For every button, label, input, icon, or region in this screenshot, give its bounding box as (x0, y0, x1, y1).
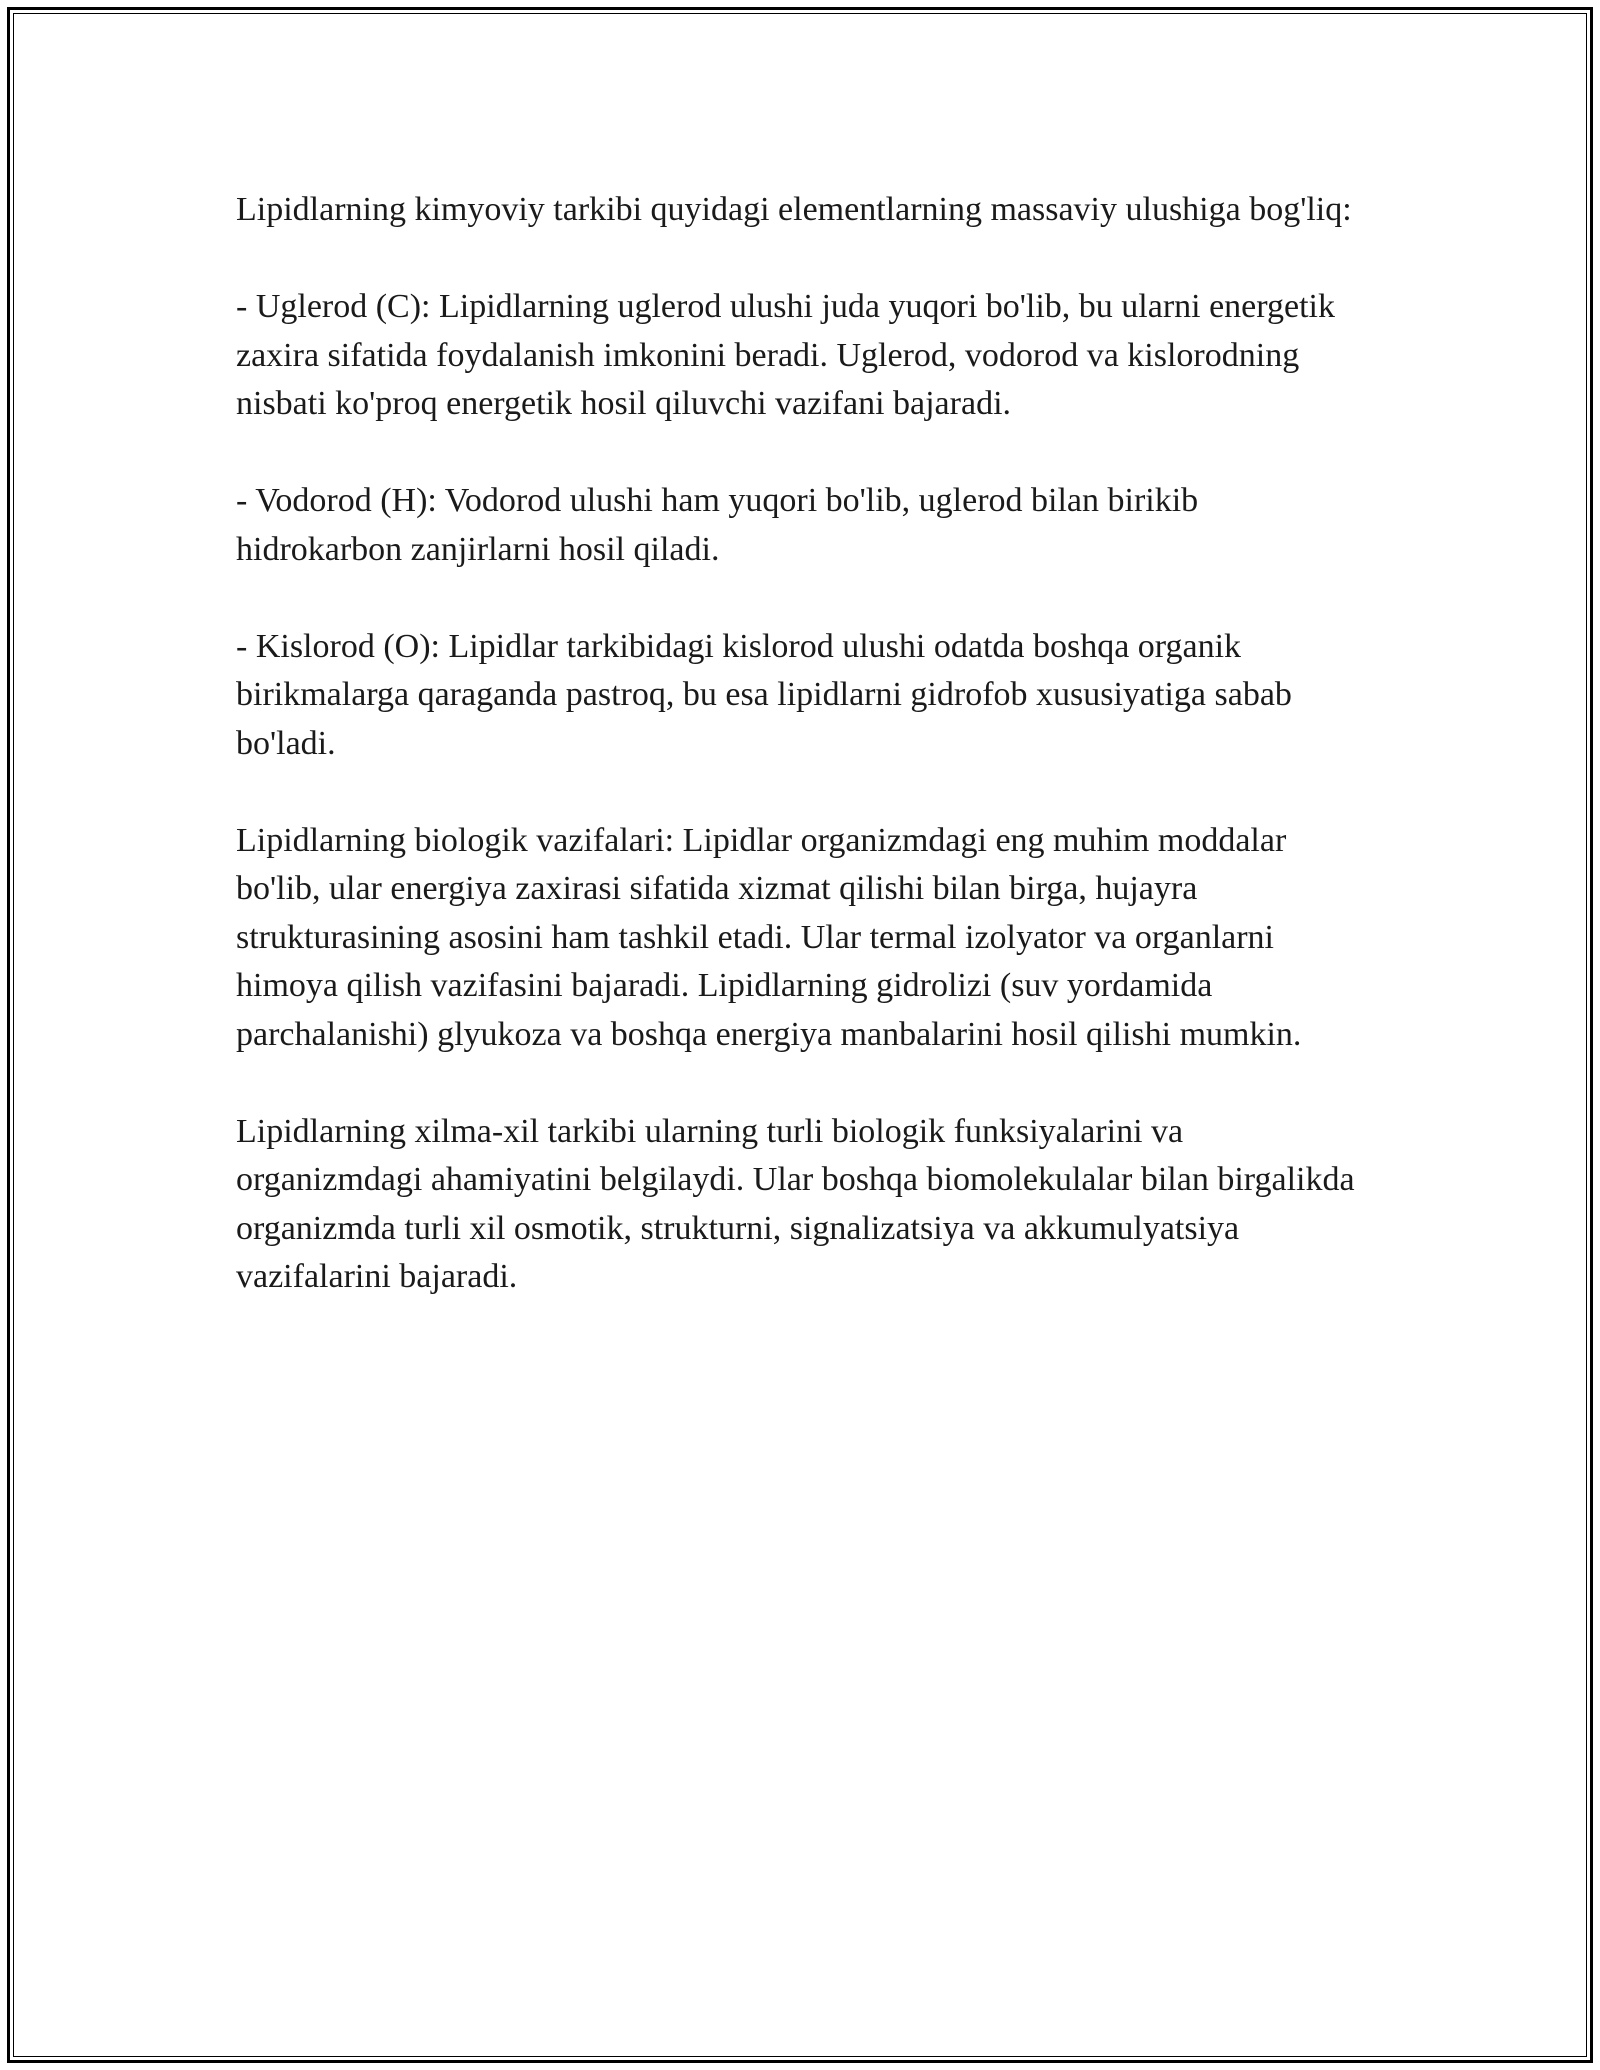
paragraph-oxygen: - Kislorod (O): Lipidlar tarkibidagi kislorod ulushi odatda boshqa organik birikmalarga qaraganda pastroq, bu esa lipidlarni gidrofob xususiyatiga sabab bo'ladi. (236, 627, 1292, 762)
paragraph-carbon: - Uglerod (C): Lipidlarning uglerod ulushi juda yuqori bo'lib, bu ularni energetik zaxira sifatida foydalanish imkonini beradi. Uglerod, vodorod va kislorodning nisbati ko'proq energetik hosil qiluvchi vazifani bajaradi. (236, 288, 1335, 422)
document-body (236, 186, 1366, 1350)
paragraph-conclusion: Lipidlarning xilma-xil tarkibi ularning turli biologik funksiyalarini va organizmdagi ahamiyatini belgilaydi. Ular boshqa biomolekulalar bilan birgalikda organizmda turli xil osmotik, strukturni, signalizatsiya va akkumulyatsiya vazifalarini bajaradi. (236, 1112, 1355, 1295)
paragraph-hydrogen: - Vodorod (H): Vodorod ulushi ham yuqori bo'lib, uglerod bilan birikib hidrokarbon zanjirlarni hosil qiladi. (236, 482, 1199, 568)
paragraph-intro: Lipidlarning kimyoviy tarkibi quyidagi elementlarning massaviy ulushiga bog'liq: (236, 191, 1352, 228)
paragraph-biological-functions: Lipidlarning biologik vazifalari: Lipidlar organizmdagi eng muhim moddalar bo'lib, ular energiya zaxirasi sifatida xizmat qilishi bilan birga, hujayra strukturasining asosini ham tashkil etadi. Ular termal izolyator va organlarni himoya qilish vazifasini bajaradi. Lipidlarning gidrolizi (suv yordamida parchalanishi) glyukoza va boshqa energiya manbalarini hosil qilishi mumkin. (236, 821, 1302, 1053)
